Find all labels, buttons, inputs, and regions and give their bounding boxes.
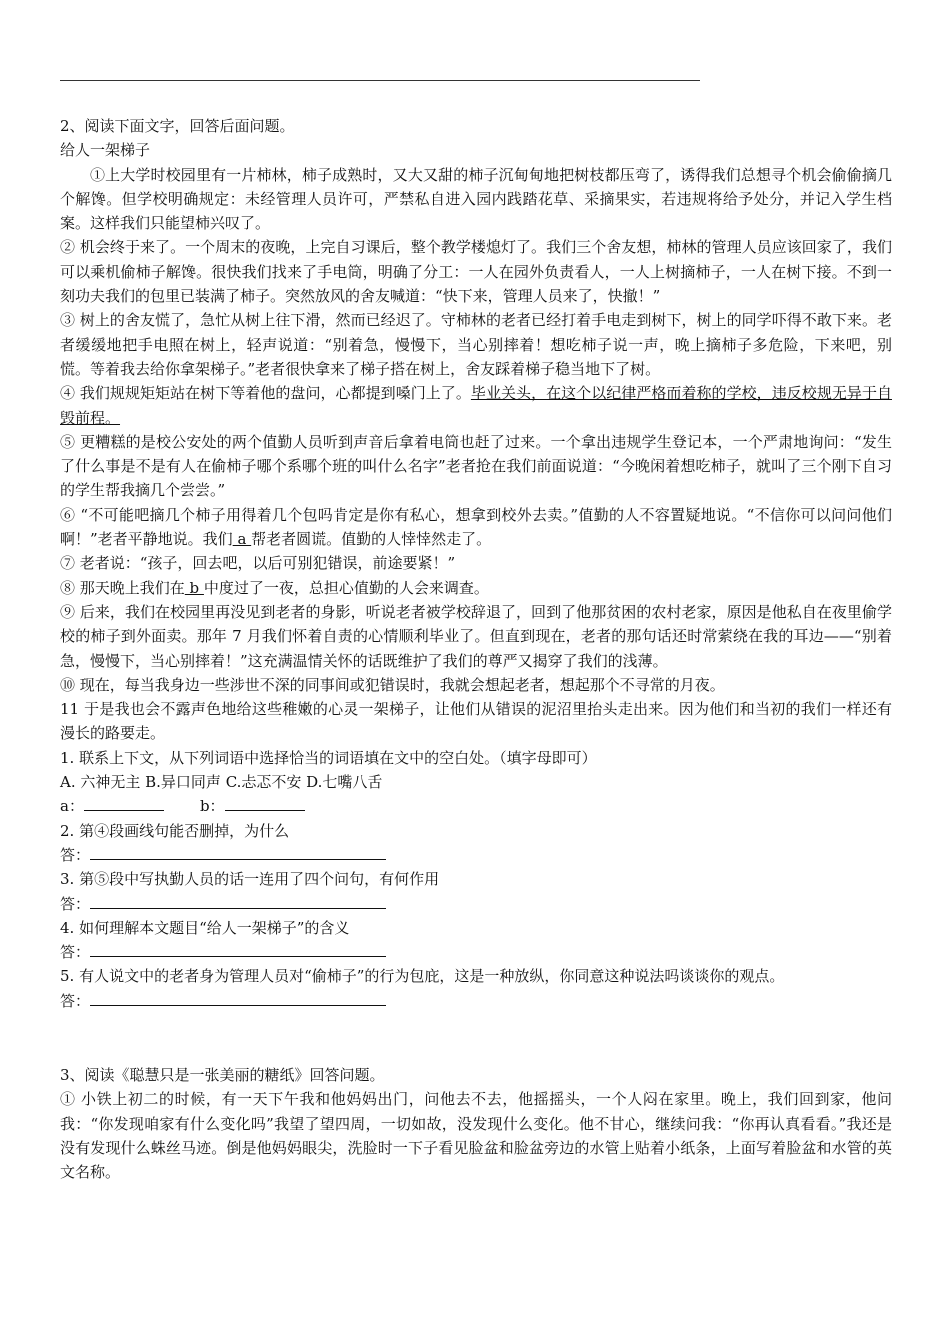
answer-b-label: b： [199,797,225,816]
blank-a: a [232,530,252,549]
question-3-answer [60,892,892,916]
question-1-options: A. 六神无主 B.异口同声 C.忐忑不安 D.七嘴八舌 [60,773,383,792]
q3-paragraph-1: ① 小铁上初二的时候，有一天下午我和他妈妈出门，问他去不去，他摇摇头，一个人闷在家里。晚上，我们回到家，他问我：“你发现咱家有什么变化吗”我望了望四周，一切如故，没发现什么变化。他不甘心，继续问我：“你再认真看看。”我还是没有发现什么蛛丝马迹。倒是他妈妈眼尖，洗脸时一下子看见脸盆和脸盆旁边的水管上贴着小纸条，上面写着脸盆和水管的英文名称。 [60,1090,892,1182]
paragraph-11: 11 于是我也会不露声色地给这些稚嫩的心灵一架梯子，让他们从错误的泥沼里抬头走出来。因为他们和当初的我们一样还有漫长的路要走。 [60,700,892,743]
answer-b-blank[interactable] [225,796,305,811]
answer-label: 答： [60,894,91,913]
paragraph-9: ⑨ 后来，我们在校园里再没见到老者的身影，听说老者被学校辞退了，回到了他那贫困的农村老家，原因是他私自在夜里偷学校的柿子到外面卖。那年 7 月我们怀着自责的心情顺利毕业了。但直到现在，老者的那句话还时常萦绕在我的耳边——“别着急，慢慢下，当心别摔着！”这充满温情关怀的话既维护了我们的尊严又揭穿了我们的浅薄。 [60,602,892,670]
question-4: 4. 如何理解本文题目“给人一架梯子”的含义 [60,918,350,937]
paragraph-6-text-end: 帮老者圆谎。值勤的人悻悻然走了。 [251,530,492,549]
passage-title: 给人一架梯子 [60,141,151,160]
answer-label: 答： [60,991,91,1010]
paragraph-4-text: ④ 我们规规矩矩站在树下等着他的盘问，心都提到嗓门上了。 [60,384,471,403]
answer-label: 答： [60,943,91,962]
paragraph-2: ② 机会终于来了。一个周末的夜晚，上完自习课后，整个教学楼熄灯了。我们三个舍友想，柿林的管理人员应该回家了，我们可以乘机偷柿子解馋。很快我们找来了手电筒，明确了分工：一人在园外负责看人，一人上树摘柿子，一人在树下接。不到一刻功夫我们的包里已装满了柿子。突然放风的舍友喊道：“快下来，管理人员来了，快撤！” [60,238,892,306]
top-divider [60,80,700,81]
answer-blank[interactable] [90,942,386,957]
paragraph-6 [60,503,892,552]
answer-a-blank[interactable] [84,796,164,811]
answer-blank[interactable] [90,894,386,909]
question-4-answer [60,940,892,964]
blank-b: b [184,578,204,597]
paragraph-5: ⑤ 更糟糕的是校公安处的两个值勤人员听到声音后拿着电筒也赶了过来。一个拿出违规学生登记本，一个严肃地询问：“发生了什么事是不是有人在偷柿子哪个系哪个班的叫什么名字”老者抢在我们前面说道：“今晚闲着想吃柿子，就叫了三个刚下自习的学生帮我摘几个尝尝。” [60,432,892,500]
question-1: 1. 联系上下文，从下列词语中选择恰当的词语填在文中的空白处。（填字母即可） [60,748,597,767]
paragraph-10: ⑩ 现在，每当我身边一些涉世不深的同事间或犯错误时，我就会想起老者，想起那个不寻常的月夜。 [60,675,725,694]
question-3-intro: 3、阅读《聪慧只是一张美丽的糖纸》回答问题。 [60,1065,385,1084]
section-spacer [60,1013,892,1063]
paragraph-8 [60,576,892,600]
paragraph-6-text: ⑥ “不可能吧摘几个柿子用得着几个包吗肯定是你有私心，想拿到校外去卖。”值勤的人不容置疑地说。“不信你可以问问他们啊！”老者平静地说。我们 [60,505,892,549]
underlined-sentence: 毕业关头，在这个以纪律严格而着称的学校，违反校规无异于自毁前程。 [60,384,892,427]
question-5: 5. 有人说文中的老者身为管理人员对“偷柿子”的行为包庇，这是一种放纵，你同意这种说法吗谈谈你的观点。 [60,967,785,986]
paragraph-3: ③ 树上的舍友慌了，急忙从树上往下滑，然而已经迟了。守柿林的老者已经打着手电走到树下，树上的同学吓得不敢下来。老者缓缓地把手电照在树上，轻声说道：“别着急，慢慢下，当心别摔着！想吃柿子说一声，晚上摘柿子多危险，下来吧，别慌。等着我去给你拿架梯子。”老者很快拿来了梯子搭在树上，舍友踩着梯子稳当地下了树。 [60,311,892,378]
document-page [60,114,892,1184]
question-3: 3. 第⑤段中写执勤人员的话一连用了四个问句，有何作用 [60,870,440,889]
question-1-answers [60,794,892,818]
paragraph-8-text: ⑧ 那天晚上我们在 [60,578,185,597]
paragraph-7: ⑦ 老者说：“孩子，回去吧，以后可别犯错误，前途要紧！” [60,554,456,573]
answer-label: 答： [60,845,91,864]
answer-blank[interactable] [90,991,386,1006]
question-2-answer [60,843,892,867]
paragraph-4 [60,381,892,430]
question-5-answer [60,989,892,1013]
paragraph-8-text-end: 中度过了一夜，总担心值勤的人会来调查。 [203,578,489,597]
question-2-intro: 2、阅读下面文字，回答后面问题。 [60,117,295,135]
paragraph-1: ①上大学时校园里有一片柿林，柿子成熟时，又大又甜的柿子沉甸甸地把树枝都压弯了，诱得我们总想寻个机会偷偷摘几个解馋。但学校明确规定：未经管理人员许可，严禁私自进入园内践踏花草、采摘果实，若违规将给予处分，并记入学生档案。这样我们只能望柿兴叹了。 [60,165,892,233]
answer-blank[interactable] [90,845,386,860]
question-2: 2. 第④段画线句能否删掉，为什么 [60,821,290,840]
answer-a-label: a： [60,797,84,816]
